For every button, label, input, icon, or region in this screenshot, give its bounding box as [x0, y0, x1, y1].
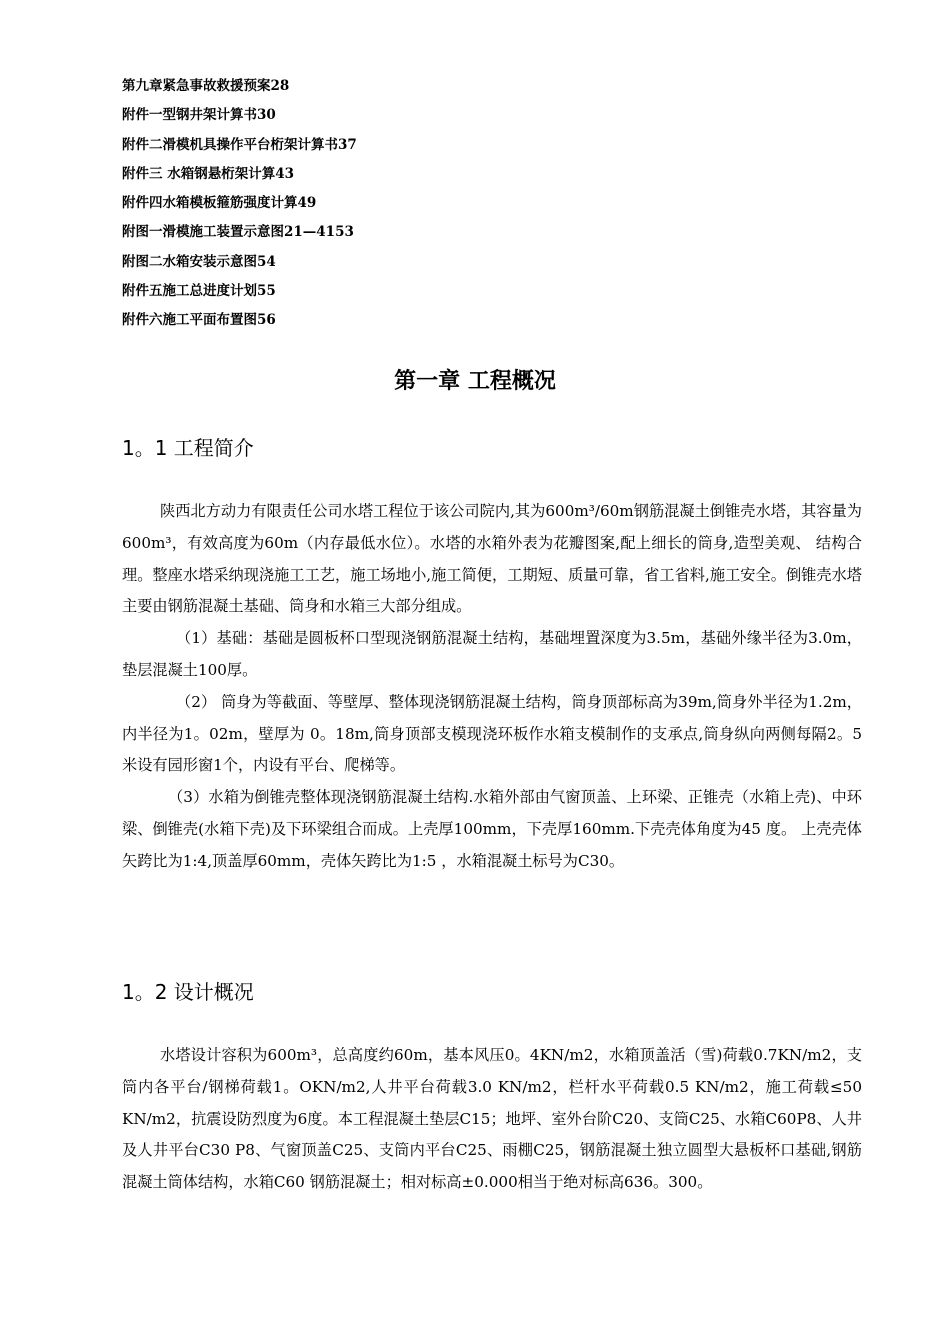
toc-item-attachment-5[interactable]: 附件五施工总进度计划55	[122, 283, 276, 300]
paragraph-shaft: （2） 筒身为等截面、等壁厚、整体现浇钢筋混凝土结构，筒身顶部标高为39m,筒身外半径为1.2m，内半径为1。02m，壁厚为 0。18m,筒身顶部支模现浇环板作水箱支模制作的支承点,筒身纵向两侧每隔2。5米设有园形窗1个，内设有平台、爬梯等。	[122, 692, 862, 775]
toc-item-attachment-6[interactable]: 附件六施工平面布置图56	[122, 312, 276, 329]
section-1-2-body	[122, 1040, 862, 1199]
chapter-title: 第一章 工程概况	[394, 369, 556, 394]
paragraph-project-intro: 陕西北方动力有限责任公司水塔工程位于该公司院内,其为600m³/60m钢筋混凝土倒锥壳水塔，其容量为600m³，有效高度为60m（内存最低水位）。水塔的水箱外表为花瓣图案,配上细长的筒身,造型美观、 结构合理。整座水塔采纳现浇施工工艺，施工场地小,施工简便，工期短、质量可靠，省工省料,施工安全。倒锥壳水塔主要由钢筋混凝土基础、筒身和水箱三大部分组成。	[122, 502, 862, 616]
toc-item-attachment-1[interactable]: 附件一型钢井架计算书30	[122, 107, 276, 124]
toc-item-attachment-2[interactable]: 附件二滑模机具操作平台桁架计算书37	[122, 136, 357, 153]
paragraph-water-tank: （3）水箱为倒锥壳整体现浇钢筋混凝土结构.水箱外部由气窗顶盖、上环梁、正锥壳（水箱上壳)、中环梁、倒锥壳(水箱下壳)及下环梁组合而成。上壳厚100mm，下壳厚160mm.下壳壳体角度为45 度。 上壳壳体矢跨比为1:4,顶盖厚60mm，壳体矢跨比为1:5 ，水箱混凝土标号为C30。	[122, 788, 862, 870]
toc-item-attachment-3[interactable]: 附件三 水箱钢悬桁架计算43	[122, 165, 294, 182]
toc-item-attachment-4[interactable]: 附件四水箱模板箍筋强度计算49	[122, 195, 317, 212]
section-1-2-title: 1。2 设计概况	[122, 980, 254, 1004]
paragraph-foundation: （1）基础：基础是圆板杯口型现浇钢筋混凝土结构，基础埋置深度为3.5m，基础外缘半径为3.0m，垫层混凝土100厚。	[122, 629, 862, 679]
toc-item-figure-1[interactable]: 附图一滑模施工装置示意图21—4153	[122, 224, 354, 241]
section-1-1-body	[122, 496, 862, 878]
toc-item-figure-2[interactable]: 附图二水箱安装示意图54	[122, 253, 276, 270]
section-1-1-title: 1。1 工程简介	[122, 436, 254, 460]
toc-item-chapter-9[interactable]: 第九章紧急事故救援预案28	[122, 78, 290, 94]
paragraph-design-overview: 水塔设计容积为600m³，总高度约60m，基本风压0。4KN/m2，水箱顶盖活（雪)荷载0.7KN/m2，支筒内各平台/钢梯荷载1。OKN/m2,人井平台荷载3.0 KN/m2，栏杆水平荷载0.5 KN/m2，施工荷载≤50 KN/m2，抗震设防烈度为6度。本工程混凝土垫层C15；地坪、室外台阶C20、支筒C25、水箱C60P8、人井及人井平台C30 P8、气窗顶盖C25、支筒内平台C25、雨棚C25，钢筋混凝土独立圆型大悬板杯口基础,钢筋混凝土筒体结构，水箱C60 钢筋混凝土；相对标高±0.000相当于绝对标高636。300。	[122, 1046, 862, 1192]
table-of-contents	[122, 72, 822, 336]
